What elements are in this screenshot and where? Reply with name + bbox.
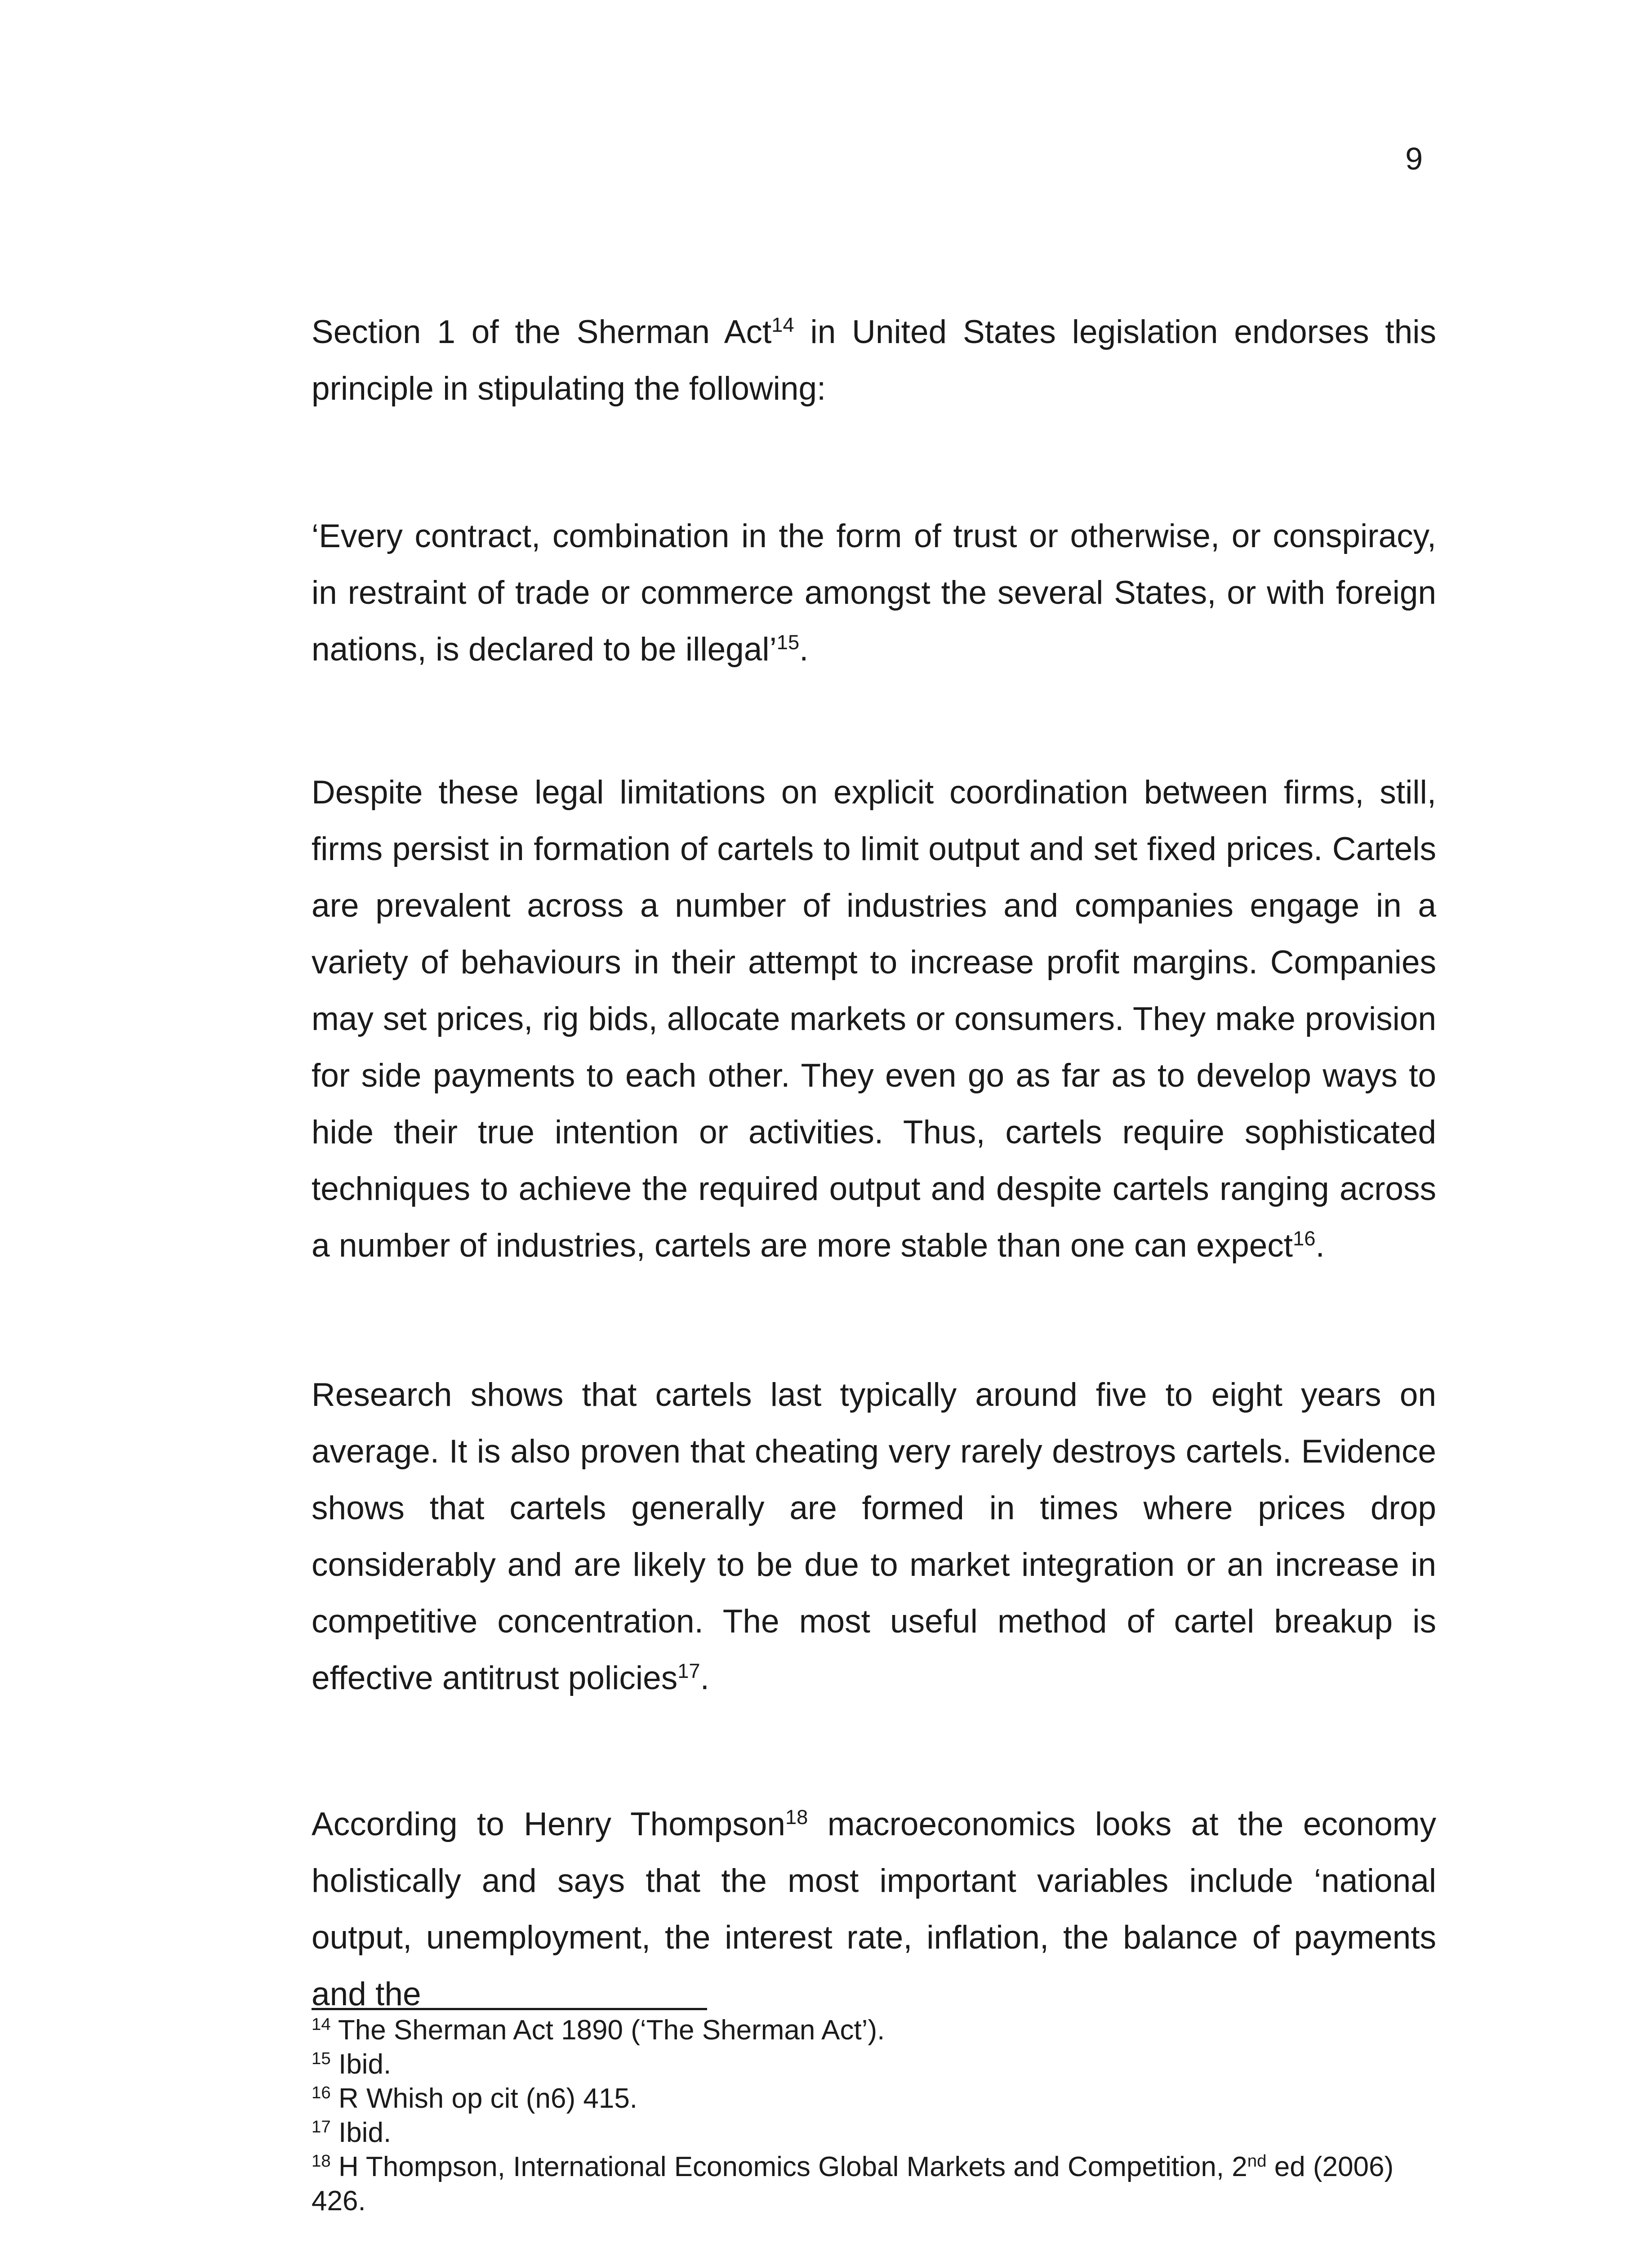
footnotes-section [312, 2013, 1436, 2218]
footnote-text: Ibid. [330, 2049, 392, 2080]
footnote-number: 14 [312, 2014, 331, 2034]
footnote-16 [312, 2082, 1436, 2116]
paragraph-cartel-behaviour [312, 764, 1436, 1274]
paragraph-macroeconomics [312, 1796, 1436, 2023]
paragraph-text: . [1315, 1227, 1325, 1264]
paragraph-cartel-research [312, 1367, 1436, 1707]
footnote-text: ed (2006) 426. [312, 2151, 1394, 2217]
footnote-reference[interactable]: 16 [1293, 1227, 1316, 1250]
footnote-15 [312, 2047, 1436, 2082]
footnote-reference[interactable]: 17 [677, 1659, 700, 1683]
paragraph-sherman-act-intro [312, 304, 1436, 417]
footnote-text: H Thompson, International Economics Global Markets and Competition, 2 [330, 2151, 1247, 2182]
ordinal-suffix: nd [1247, 2151, 1267, 2171]
footnote-reference[interactable]: 18 [785, 1806, 808, 1829]
footnote-14 [312, 2013, 1436, 2047]
footnote-reference[interactable]: 15 [776, 631, 800, 654]
footnote-text: The Sherman Act 1890 (‘The Sherman Act’). [330, 2015, 885, 2046]
footnote-number: 15 [312, 2048, 331, 2068]
footnote-text: R Whish op cit (n6) 415. [330, 2083, 638, 2114]
page-number: 9 [1405, 141, 1423, 176]
paragraph-text: Section 1 of the Sherman Act [312, 314, 772, 350]
footnote-number: 18 [312, 2151, 331, 2171]
paragraph-text: . [700, 1660, 709, 1696]
paragraph-sherman-act-quote [312, 508, 1436, 678]
footnote-17 [312, 2116, 1436, 2150]
paragraph-text: . [799, 631, 809, 668]
footnote-text: Ibid. [330, 2117, 392, 2148]
footnote-18 [312, 2150, 1436, 2218]
paragraph-text: in United States legislation endorses this principle in stipulating the following: [312, 314, 1437, 407]
paragraph-text: Despite these legal limitations on explicit coordination between firms, still, firms persist in formation of cartels to limit output and set fixed prices. Cartels are prevalent across a number of industries and companies engage in a variety of behaviours in their attempt to increase profit margins. Companies may set prices, rig bids, allocate markets or consumers. They make provision for side payments to each other. They even go as far as to develop ways to hide their true intention or activities. Thus, cartels require sophisticated techniques to achieve the required output and despite cartels ranging across a number of industries, cartels are more stable than one can expect [312, 774, 1436, 1264]
paragraph-text: According to Henry Thompson [312, 1806, 785, 1842]
footnote-number: 17 [312, 2117, 331, 2136]
paragraph-text: ‘Every contract, combination in the form of trust or otherwise, or conspiracy, in restraint of trade or commerce amongst the several States, or with foreign nations, is declared to be illegal’ [312, 518, 1436, 668]
paragraph-text: macroeconomics looks at the economy holistically and says that the most important variables include ‘national output, unemployment, the interest rate, inflation, the balance of payments and the [312, 1806, 1436, 2012]
footnote-number: 16 [312, 2083, 331, 2102]
footnote-reference[interactable]: 14 [771, 313, 794, 337]
paragraph-text: Research shows that cartels last typically around five to eight years on average. It is also proven that cheating very rarely destroys cartels. Evidence shows that cartels generally are formed in times where prices drop considerably and are likely to be due to market integration or an increase in competitive concentration. The most useful method of cartel breakup is effective antitrust policies [312, 1377, 1436, 1696]
footnote-separator [312, 2008, 707, 2010]
